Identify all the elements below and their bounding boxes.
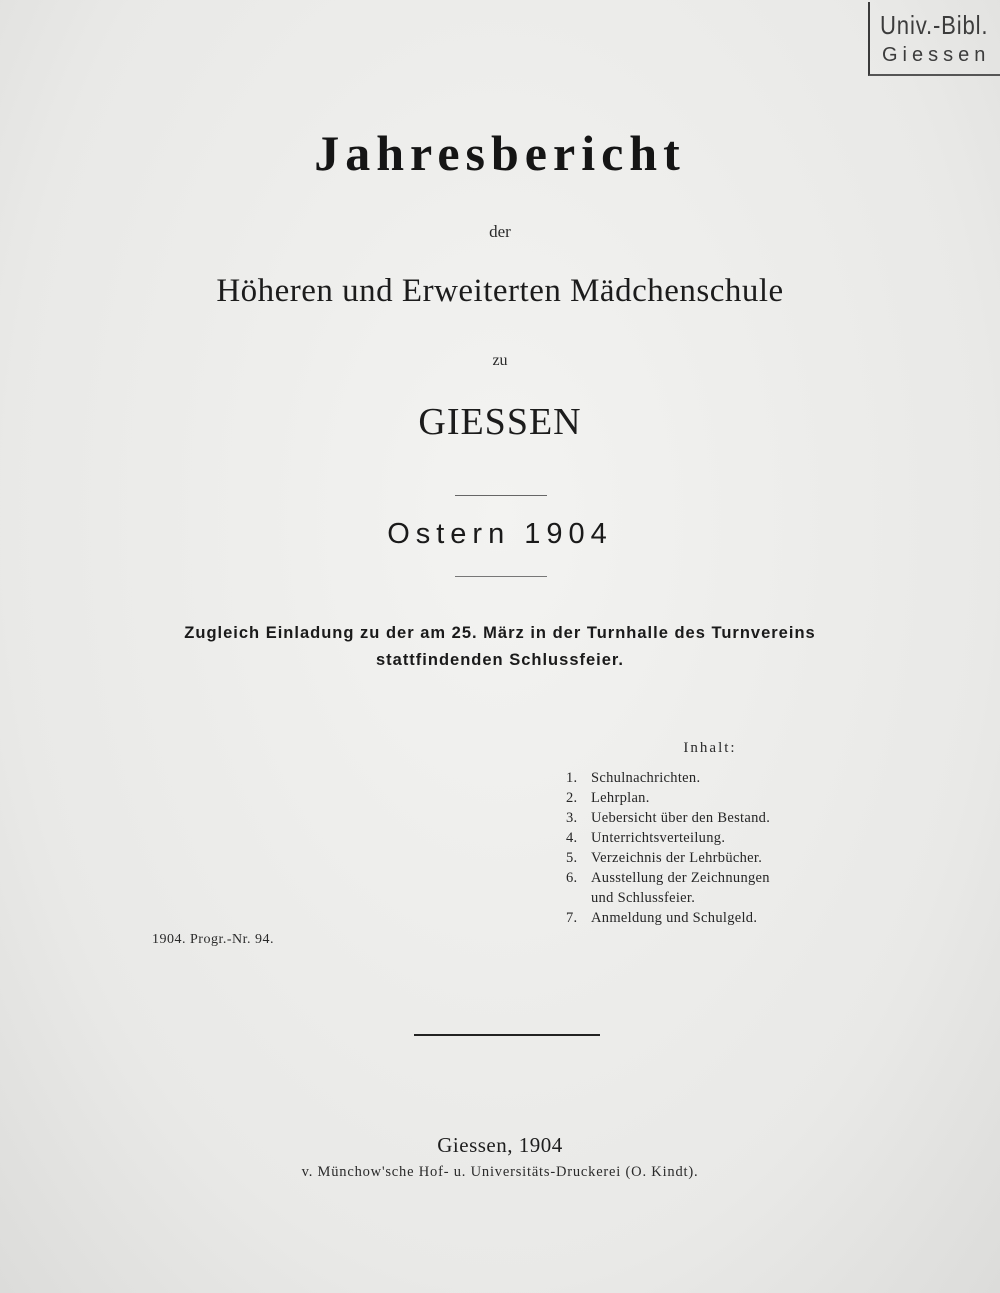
contents-item [566,908,866,928]
contents-item [566,768,866,788]
contents-item [566,848,866,868]
imprint-city-year: Giessen, 1904 [437,1133,563,1157]
contents-item-number: 4. [566,830,578,846]
contents-item-number: 7. [566,910,578,926]
school-name: Höheren und Erweiterten Mädchenschule [216,273,784,309]
edition-date: Ostern 1904 [387,518,613,550]
contents-item-number: 3. [566,810,578,826]
contents-item [566,788,866,808]
contents-item-text: Schulnachrichten. [591,770,701,786]
divider-rule-bottom [455,576,547,577]
contents-item-number: 1. [566,770,578,786]
contents-list [566,768,866,928]
stamp-line-2: Giessen [882,44,991,66]
subtitle-der: der [489,222,511,241]
invitation-line-1: Zugleich Einladung zu der am 25. März in der Turnhalle des Turnvereins [184,624,816,642]
contents-item-text: Anmeldung und Schulgeld. [591,910,758,926]
contents-item-text: und Schlussfeier. [591,890,696,906]
stamp-line-1: Univ.-Bibl. [880,10,989,40]
contents-item-text: Verzeichnis der Lehrbücher. [591,850,763,866]
contents-item-text: Ausstellung der Zeichnungen [591,870,770,886]
contents-item-text: Lehrplan. [591,790,650,806]
city-name: GIESSEN [418,401,582,443]
report-title: Jahresbericht [314,125,686,181]
closing-rule [414,1034,600,1036]
contents-item [566,808,866,828]
printer-imprint: v. Münchow'sche Hof- u. Universitäts-Druckerei (O. Kindt). [301,1164,699,1180]
contents-item-continuation [566,888,866,908]
contents-item [566,828,866,848]
contents-item-text: Uebersicht über den Bestand. [591,810,771,826]
contents-item-number: 6. [566,870,578,886]
contents-item [566,868,866,888]
library-stamp [868,2,1000,76]
invitation-line-2: stattfindenden Schlussfeier. [375,651,625,669]
program-number: 1904. Progr.-Nr. 94. [152,932,274,947]
contents-item-number: 2. [566,790,578,806]
subtitle-zu: zu [492,352,508,369]
contents-heading: Inhalt: [683,740,737,756]
contents-item-number: 5. [566,850,578,866]
contents-item-text: Unterrichtsverteilung. [591,830,726,846]
divider-rule-top [455,495,547,496]
